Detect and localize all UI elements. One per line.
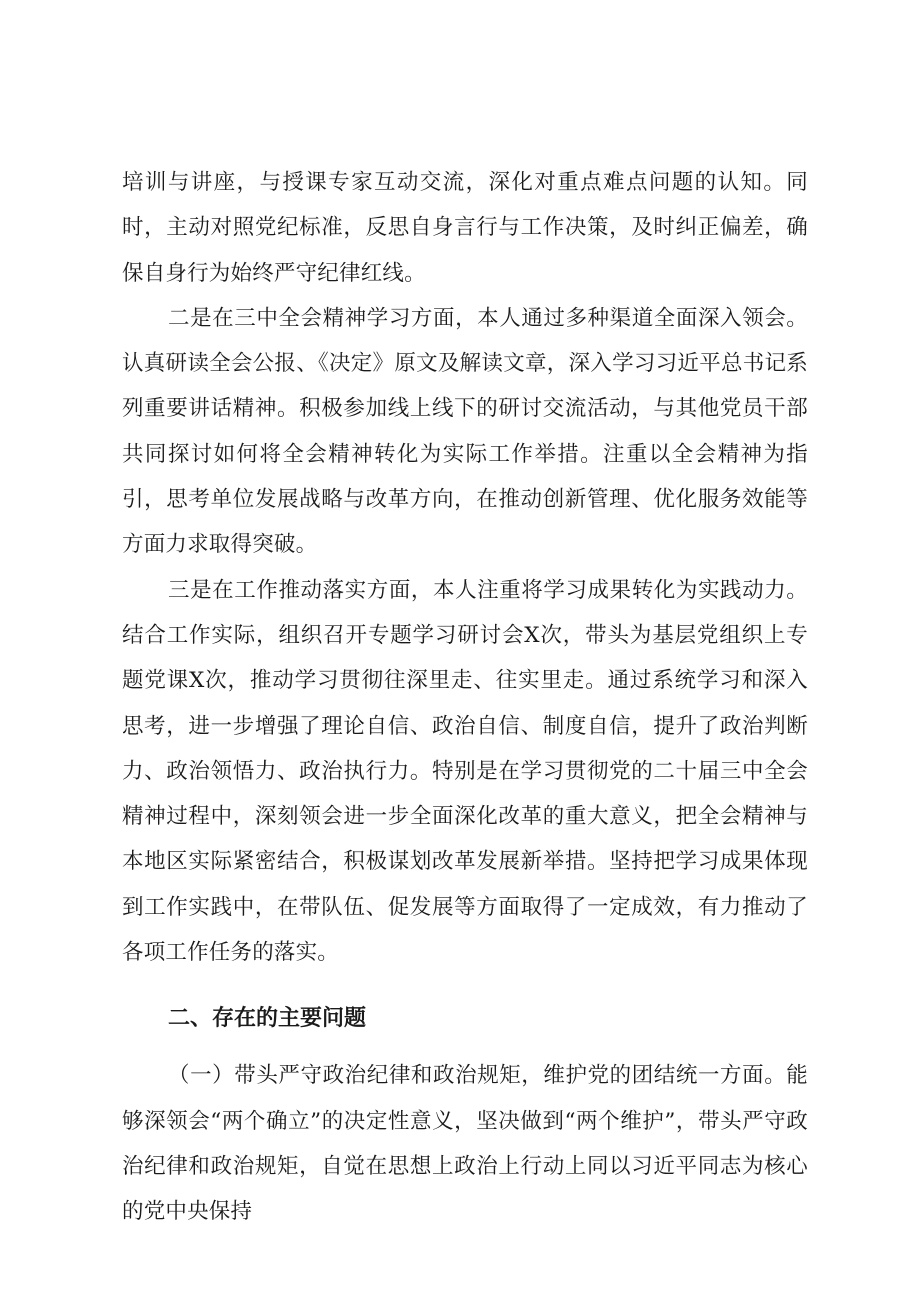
paragraph-political-discipline: （一）带头严守政治纪律和政治规矩，维护党的团结统一方面。能够深领会“两个确立”的决定性意义，坚决做到“两个维护”，带头严守政治纪律和政治规矩，自觉在思想上政治上行动上同以习近平同志为核心的党中央保持 xyxy=(122,1063,808,1225)
paragraph-plenum-study: 二是在三中全会精神学习方面，本人通过多种渠道全面深入领会。认真研读全会公报、《决定》原文及解读文章，深入学习习近平总书记系列重要讲话精神。积极参加线上线下的研讨交流活动，与其他党员干部共同探讨如何将全会精神转化为实际工作举措。注重以全会精神为指引，思考单位发展战略与改革方向，在推动创新管理、优化服务效能等方面力求取得突破。 xyxy=(122,305,808,558)
section-heading-main-problems: 二、存在的主要问题 xyxy=(168,1005,367,1031)
document-body xyxy=(122,160,808,1235)
paragraph-work-implementation: 三是在工作推动落实方面，本人注重将学习成果转化为实践动力。结合工作实际，组织召开专题学习研讨会X次，带头为基层党组织上专题党课X次，推动学习贯彻往深里走、往实里走。通过系统学习和深入思考，进一步增强了理论自信、政治自信、制度自信，提升了政治判断力、政治领悟力、政治执行力。特别是在学习贯彻党的二十届三中全会精神过程中，深刻领会进一步全面深化改革的重大意义，把全会精神与本地区实际紧密结合，积极谋划改革发展新举措。坚持把学习成果体现到工作实践中，在带队伍、促发展等方面取得了一定成效，有力推动了各项工作任务的落实。 xyxy=(122,577,808,966)
paragraph-training: 培训与讲座，与授课专家互动交流，深化对重点难点问题的认知。同时，主动对照党纪标准，反思自身言行与工作决策，及时纠正偏差，确保自身行为始终严守纪律红线。 xyxy=(122,170,808,286)
